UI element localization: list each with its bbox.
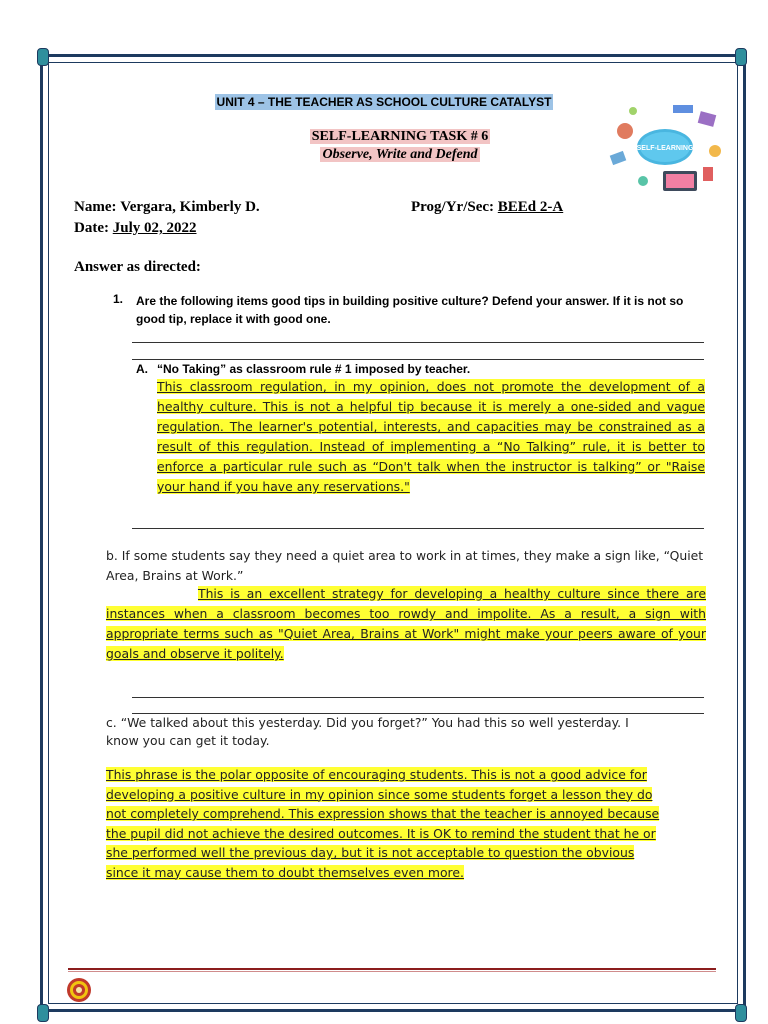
question-text: Are the following items good tips in building positive culture? Defend your answer. If it is not so good tip, replace it with good one. (136, 294, 684, 326)
date-row (74, 220, 197, 237)
divider-line (132, 342, 704, 343)
name-row (74, 199, 260, 216)
divider-line (132, 697, 704, 698)
logo-text: SELF-LEARNING (636, 145, 694, 152)
corner-ornament (37, 1004, 49, 1022)
date-label: Date: (74, 220, 109, 236)
question-number: 1. (113, 292, 124, 306)
corner-ornament (37, 48, 49, 66)
item-a-prompt: “No Taking” as classroom rule # 1 imposed by teacher. (157, 362, 471, 376)
item-a-letter: A. (136, 362, 148, 376)
prog-value: BEEd 2-A (497, 199, 564, 215)
unit-title: UNIT 4 – THE TEACHER AS SCHOOL CULTURE CATALYST (216, 95, 552, 109)
task-title: SELF-LEARNING TASK # 6 (311, 129, 489, 144)
self-learning-logo (603, 101, 731, 197)
name-label: Name: (74, 199, 117, 215)
item-c-prompt: c. “We talked about this yesterday. Did you forget?” You had this so well yesterday. I know you can get it today. (106, 715, 629, 748)
school-seal-icon (66, 977, 92, 1003)
item-c-answer: This phrase is the polar opposite of encouraging students. This is not a good advice for developing a positive culture in my opinion since some students forget a lesson they do not completely comprehend. This expression shows that the teacher is annoyed because the pupil did not achieve the desired outcomes. It is OK to remind the student that he or she performed well the previous day, but it is not acceptable to question the obvious since it may cause them to doubt themselves even more. (106, 767, 660, 880)
prog-row (411, 199, 563, 216)
prog-label: Prog/Yr/Sec: (411, 199, 495, 215)
divider-line (132, 359, 704, 360)
divider-line (132, 528, 704, 529)
name-value: Vergara, Kimberly D. (120, 199, 260, 215)
corner-ornament (735, 1004, 747, 1022)
date-value: July 02, 2022 (112, 220, 197, 236)
item-b-prompt: b. If some students say they need a quiet area to work in at times, they make a sign like, “Quiet Area, Brains at Work.” (106, 548, 704, 583)
directions: Answer as directed: (74, 259, 201, 275)
footer-rule-thin (68, 971, 716, 972)
item-b-answer: This is an excellent strategy for developing a healthy culture since there are instances when a classroom becomes too rowdy and impolite. As a result, a sign with appropriate terms such as "Quiet Area, Brains at Work" might make your peers aware of your goals and observe it politely. (106, 586, 706, 661)
item-a-answer: This classroom regulation, in my opinion, does not promote the development of a healthy culture. This is not a helpful tip because it is merely a one-sided and vague regulation. The learner's potential, interests, and capacities may be constrained as a result of this regulation. Instead of implementing a “No Talking” rule, it is better to enforce a particular rule such as “Don't talk when the instructor is talking” or "Raise your hand if you have any reservations." (157, 379, 705, 494)
corner-ornament (735, 48, 747, 66)
task-subtitle: Observe, Write and Defend (322, 147, 478, 162)
footer-rule (68, 968, 716, 970)
